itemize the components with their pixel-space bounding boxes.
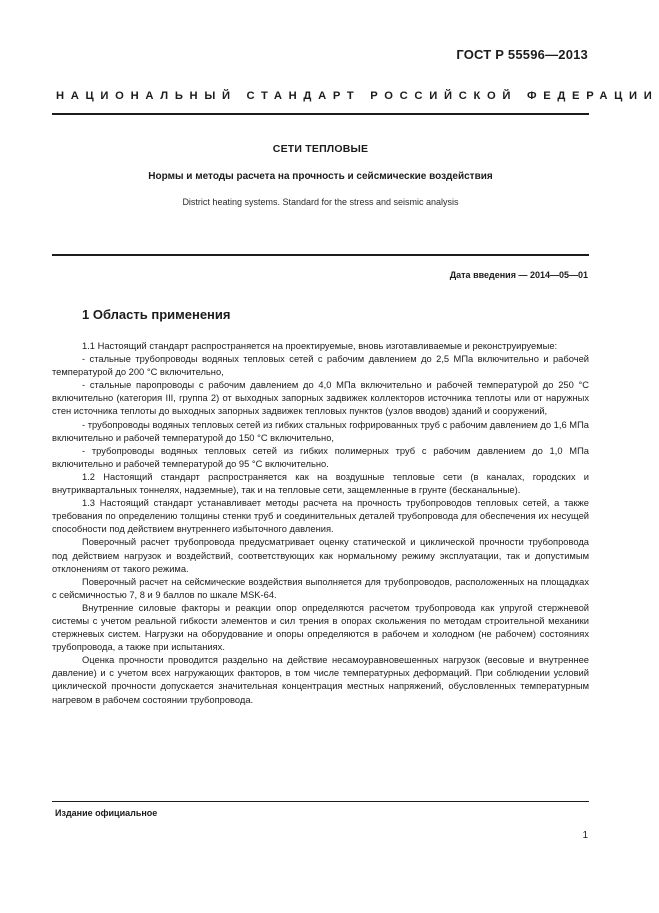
list-item-steel-pipelines: - стальные трубопроводы водяных тепловых сетей с рабочим давлением до 2,5 МПа включительно и рабочей температурой до 200 °С включительно, [52,354,589,378]
footer-divider [52,801,589,802]
page-number: 1 [582,830,588,841]
title-block-divider [52,254,589,256]
standard-title: СЕТИ ТЕПЛОВЫЕ [272,143,369,155]
paragraph-1-2: 1.2 Настоящий стандарт распространяется как на воздушные тепловые сети (в каналах, городских и внутриквартальных тоннелях, надземные), так и на тепловые сети, защемленные в грунте (бесканальные). [52,471,589,496]
list-item-steam-pipelines: - стальные паропроводы с рабочим давлением до 4,0 МПа включительно и рабочей температурой до 250 °С включительно (категория III, группа 2) от выходных запорных задвижек коллекторов источника теплоты или от наружных стен источника теплоты до выходных запорных задвижек тепловых пунктов (узлов вводов) зданий и сооружений, [52,380,589,417]
paragraph-1-3: 1.3 Настоящий стандарт устанавливает методы расчета на прочность трубопроводов тепловых сетей, а также требования по определению толщины стенки труб и соединительных деталей трубопровода для обеспечения их несущей способности под действием внутреннего избыточного давления. [52,498,589,535]
section-body [52,340,589,707]
paragraph-verification: Поверочный расчет трубопровода предусматривает оценку статической и циклической прочности трубопровода под действием нагрузок и воздействий, соответствующих как нормальному режиму эксплуатации, так и допустимым отклонениям от такого режима. [52,537,589,574]
section-heading: 1 Область применения [82,307,231,322]
paragraph-internal-forces: Внутренние силовые факторы и реакции опор определяются расчетом трубопровода как упругой стержневой системы с учетом реальной гибкости элементов и сил трения в опорах скольжения по методам строительной механики стержневых систем. Нагрузки на оборудование и опоры определяются в рабочем и холодном (не рабочем) состояниях трубопровода, а также при испытаниях. [52,602,589,653]
introduction-date: Дата введения — 2014—05—01 [449,270,588,280]
paragraph-1-1: 1.1 Настоящий стандарт распространяется на проектируемые, вновь изготавливаемые и реконструируемые: [82,341,558,351]
official-edition-label: Издание официальное [55,808,158,818]
document-code: ГОСТ Р 55596—2013 [456,47,588,62]
english-title: District heating systems. Standard for the stress and seismic analysis [182,197,459,207]
list-item-corrugated-pipelines: - трубопроводы водяных тепловых сетей из гибких стальных гофрированных труб с рабочим давлением до 1,6 МПа включительно и рабочей температурой до 150 °С включительно, [52,419,589,443]
list-item-polymer-pipelines: - трубопроводы водяных тепловых сетей из гибких полимерных труб с рабочим давлением до 1,0 МПа включительно и рабочей температурой до 95 °С включительно. [52,445,589,469]
paragraph-strength-assessment: Оценка прочности проводится раздельно на действие несамоуравновешенных нагрузок (весовые и внутреннее давление) и с учетом всех нагружающих факторов, в том числе температурных деформаций. При соблюдении условий циклической прочности допускается значительная концентрация местных напряжений, обусловленных температурным нагревом в рабочем состоянии трубопровода. [52,655,589,705]
paragraph-seismic: Поверочный расчет на сейсмические воздействия выполняется для трубопроводов, расположенных на площадках с сейсмичностью 7, 8 и 9 баллов по шкале MSK-64. [52,576,589,600]
standard-subtitle: Нормы и методы расчета на прочность и сейсмические воздействия [148,171,493,182]
header-divider [52,113,589,115]
national-standard-title: НАЦИОНАЛЬНЫЙ СТАНДАРТ РОССИЙСКОЙ ФЕДЕРАЦИИ [56,90,659,102]
